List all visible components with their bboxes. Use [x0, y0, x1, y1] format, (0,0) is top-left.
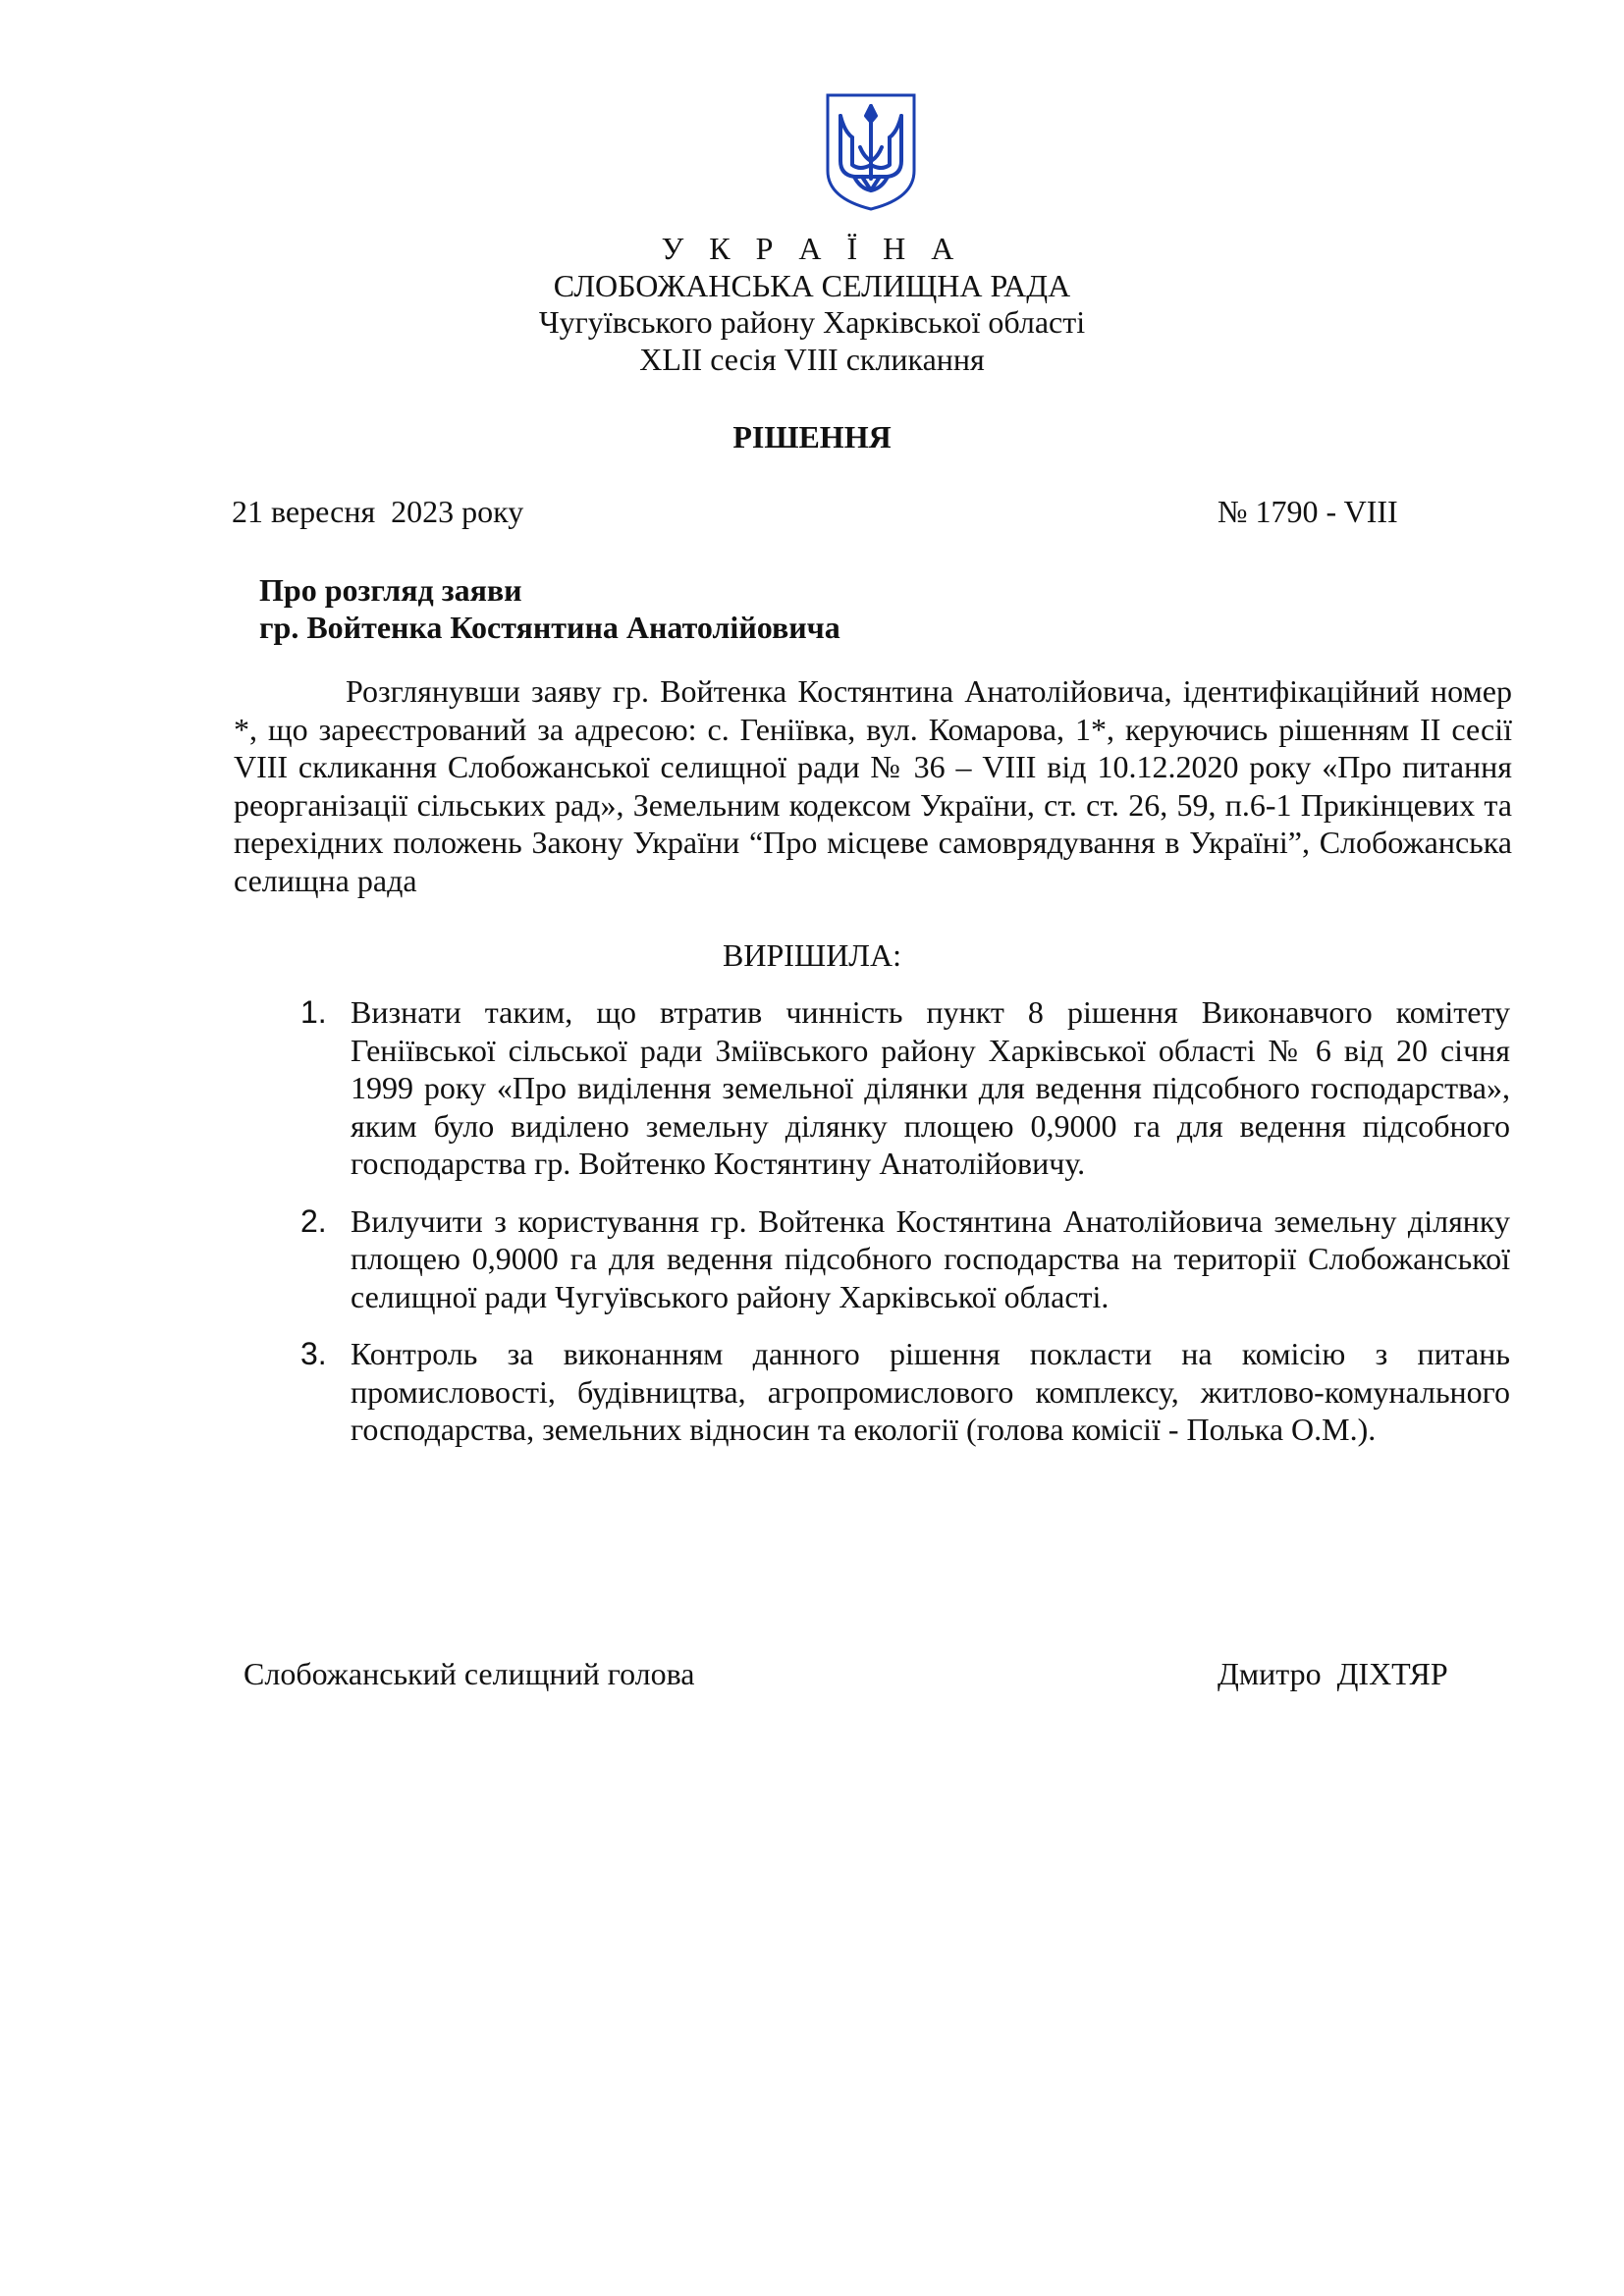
- decision-subject: [259, 571, 840, 646]
- item-text: Визнати таким, що втратив чинність пункт 8 рішення Виконавчого комітету Геніївської сільської ради Зміївського району Харківської області № 6 від 20 січня 1999 року «Про виділення земельної ділянки для ведення підсобного господарства», яким було виділено земельну ділянку площею 0,9000 га для ведення підсобного господарства гр. Войтенко Костянтину Анатолійовичу.: [351, 994, 1510, 1181]
- item-number: 3.: [300, 1336, 327, 1371]
- item-text: Вилучити з користування гр. Войтенка Костянтина Анатолійовича земельну ділянку площею 0,9000 га для ведення підсобного господарства на території Слобожанської селищної ради Чугуївського району Харківської області.: [351, 1202, 1510, 1314]
- item-text: Контроль за виконанням данного рішення покласти на комісію з питань промисловості, будівництва, агропромислового комплексу, житлово-комунального господарства, земельних відносин та екології (голова комісії - Полька О.М.).: [351, 1336, 1510, 1447]
- list-item: [293, 1202, 1510, 1316]
- country-heading: У К Р А Ї Н А: [661, 231, 963, 266]
- council-heading: СЛОБОЖАНСЬКА СЕЛИЩНА РАДА: [553, 268, 1071, 303]
- signatory-role: Слобожанський селищний голова: [244, 1656, 695, 1691]
- subject-line-1: Про розгляд заяви: [259, 572, 522, 608]
- session-heading: XLII сесія VIII скликання: [639, 342, 985, 377]
- decision-date: 21 вересня 2023 року: [232, 494, 524, 529]
- preamble-paragraph: Розглянувши заяву гр. Войтенка Костянтина Анатолійовича, ідентифікаційний номер *, що зареєстрований за адресою: с. Геніївка, вул. Комарова, 1*, керуючись рішенням ІІ сесії VIII скликання Слобожанської селищної ради № 36 – VIII від 10.12.2020 року «Про питання реорганізації сільських рад», Земельним кодексом України, ст. ст. 26, 59, п.6-1 Прикінцевих та перехідних положень Закону України “Про місцеве самоврядування в Україні”, Слобожанська селищна рада: [234, 673, 1512, 898]
- list-item: [293, 1335, 1510, 1449]
- decision-items: [293, 993, 1510, 1468]
- district-heading: Чугуївського району Харківської області: [538, 304, 1086, 340]
- trident-icon: [825, 92, 917, 212]
- signatory-name: Дмитро ДІХТЯР: [1218, 1656, 1448, 1691]
- document-title: РІШЕННЯ: [732, 419, 892, 454]
- list-item: [293, 993, 1510, 1183]
- item-number: 2.: [300, 1202, 327, 1239]
- subject-line-2: гр. Войтенка Костянтина Анатолійовича: [259, 610, 840, 645]
- decision-number: № 1790 - VIII: [1218, 494, 1398, 529]
- item-number: 1.: [300, 994, 327, 1030]
- decided-heading: ВИРІШИЛА:: [723, 937, 901, 973]
